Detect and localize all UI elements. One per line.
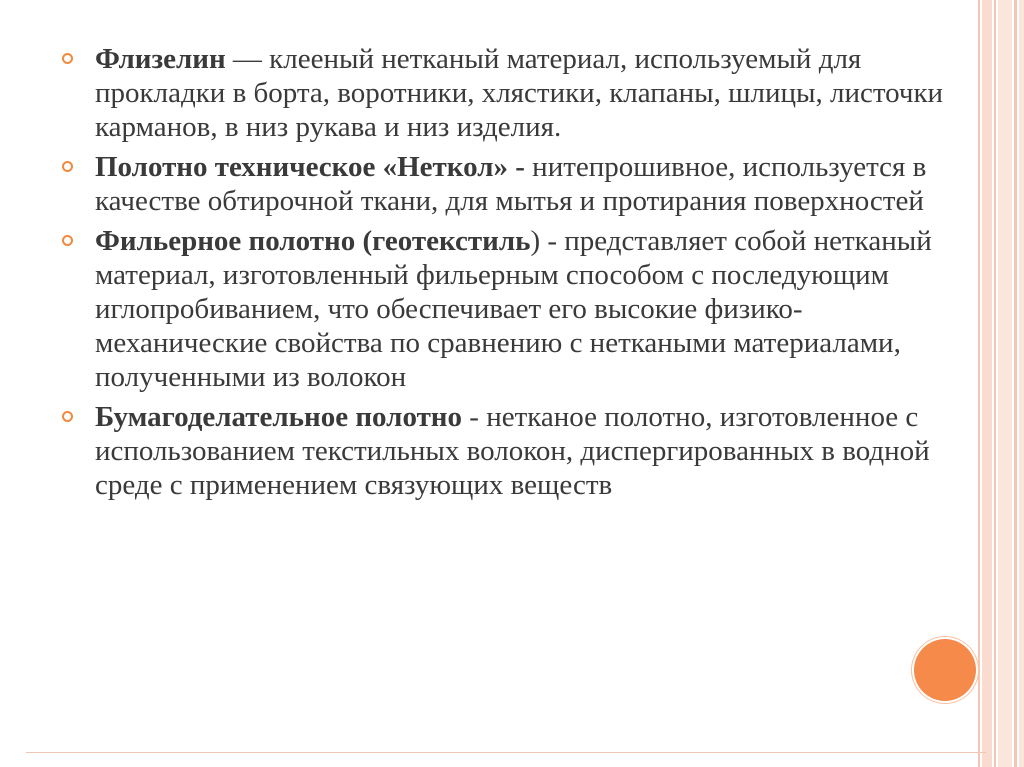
bullet-item-geotextile [62, 224, 962, 394]
decorative-side-stripes [978, 0, 1024, 767]
bottom-divider [26, 752, 986, 753]
bullet-term: Полотно техническое «Неткол» - [95, 151, 525, 183]
bullet-text: — клееный нетканый материал, используемый для прокладки в борта, воротники, хлястики, клапаны, шлицы, листочки карманов, в низ рукава и низ изделия. [95, 43, 944, 143]
stripe [994, 0, 996, 767]
stripe [982, 0, 992, 767]
bullet-text: ) - представляет собой нетканый материал, изготовленный фильерным способом с последующим иглопробиванием, что обеспечивает его высокие физико-механические свойства по сравнению с неткаными материалами, полученными из волокон [95, 225, 932, 393]
bullet-item-paper-making-fabric [62, 400, 962, 502]
stripe [998, 0, 1012, 767]
stripe [978, 0, 980, 767]
bullet-term: Бумагоделательное полотно [95, 401, 463, 433]
hollow-circle-bullet-icon [62, 411, 73, 422]
bullet-term: Флизелин [95, 43, 226, 75]
orange-circle-icon [914, 639, 976, 701]
stripe [1014, 0, 1017, 767]
hollow-circle-bullet-icon [62, 235, 73, 246]
stripe [1019, 0, 1024, 767]
bullet-text: нитепрошивное, используется в качестве обтирочной ткани, для мытья и протирания поверхностей [95, 151, 927, 217]
bullet-item-fliselin [62, 42, 962, 144]
bullet-term: Фильерное полотно (геотекстиль [95, 225, 531, 257]
hollow-circle-bullet-icon [62, 53, 73, 64]
bullet-text: - нетканое полотно, изготовленное с использованием текстильных волокон, диспергированных в водной среде с применением связующих веществ [95, 401, 930, 501]
bullet-list [62, 42, 962, 508]
hollow-circle-bullet-icon [62, 161, 73, 172]
bullet-item-netkol [62, 150, 962, 218]
